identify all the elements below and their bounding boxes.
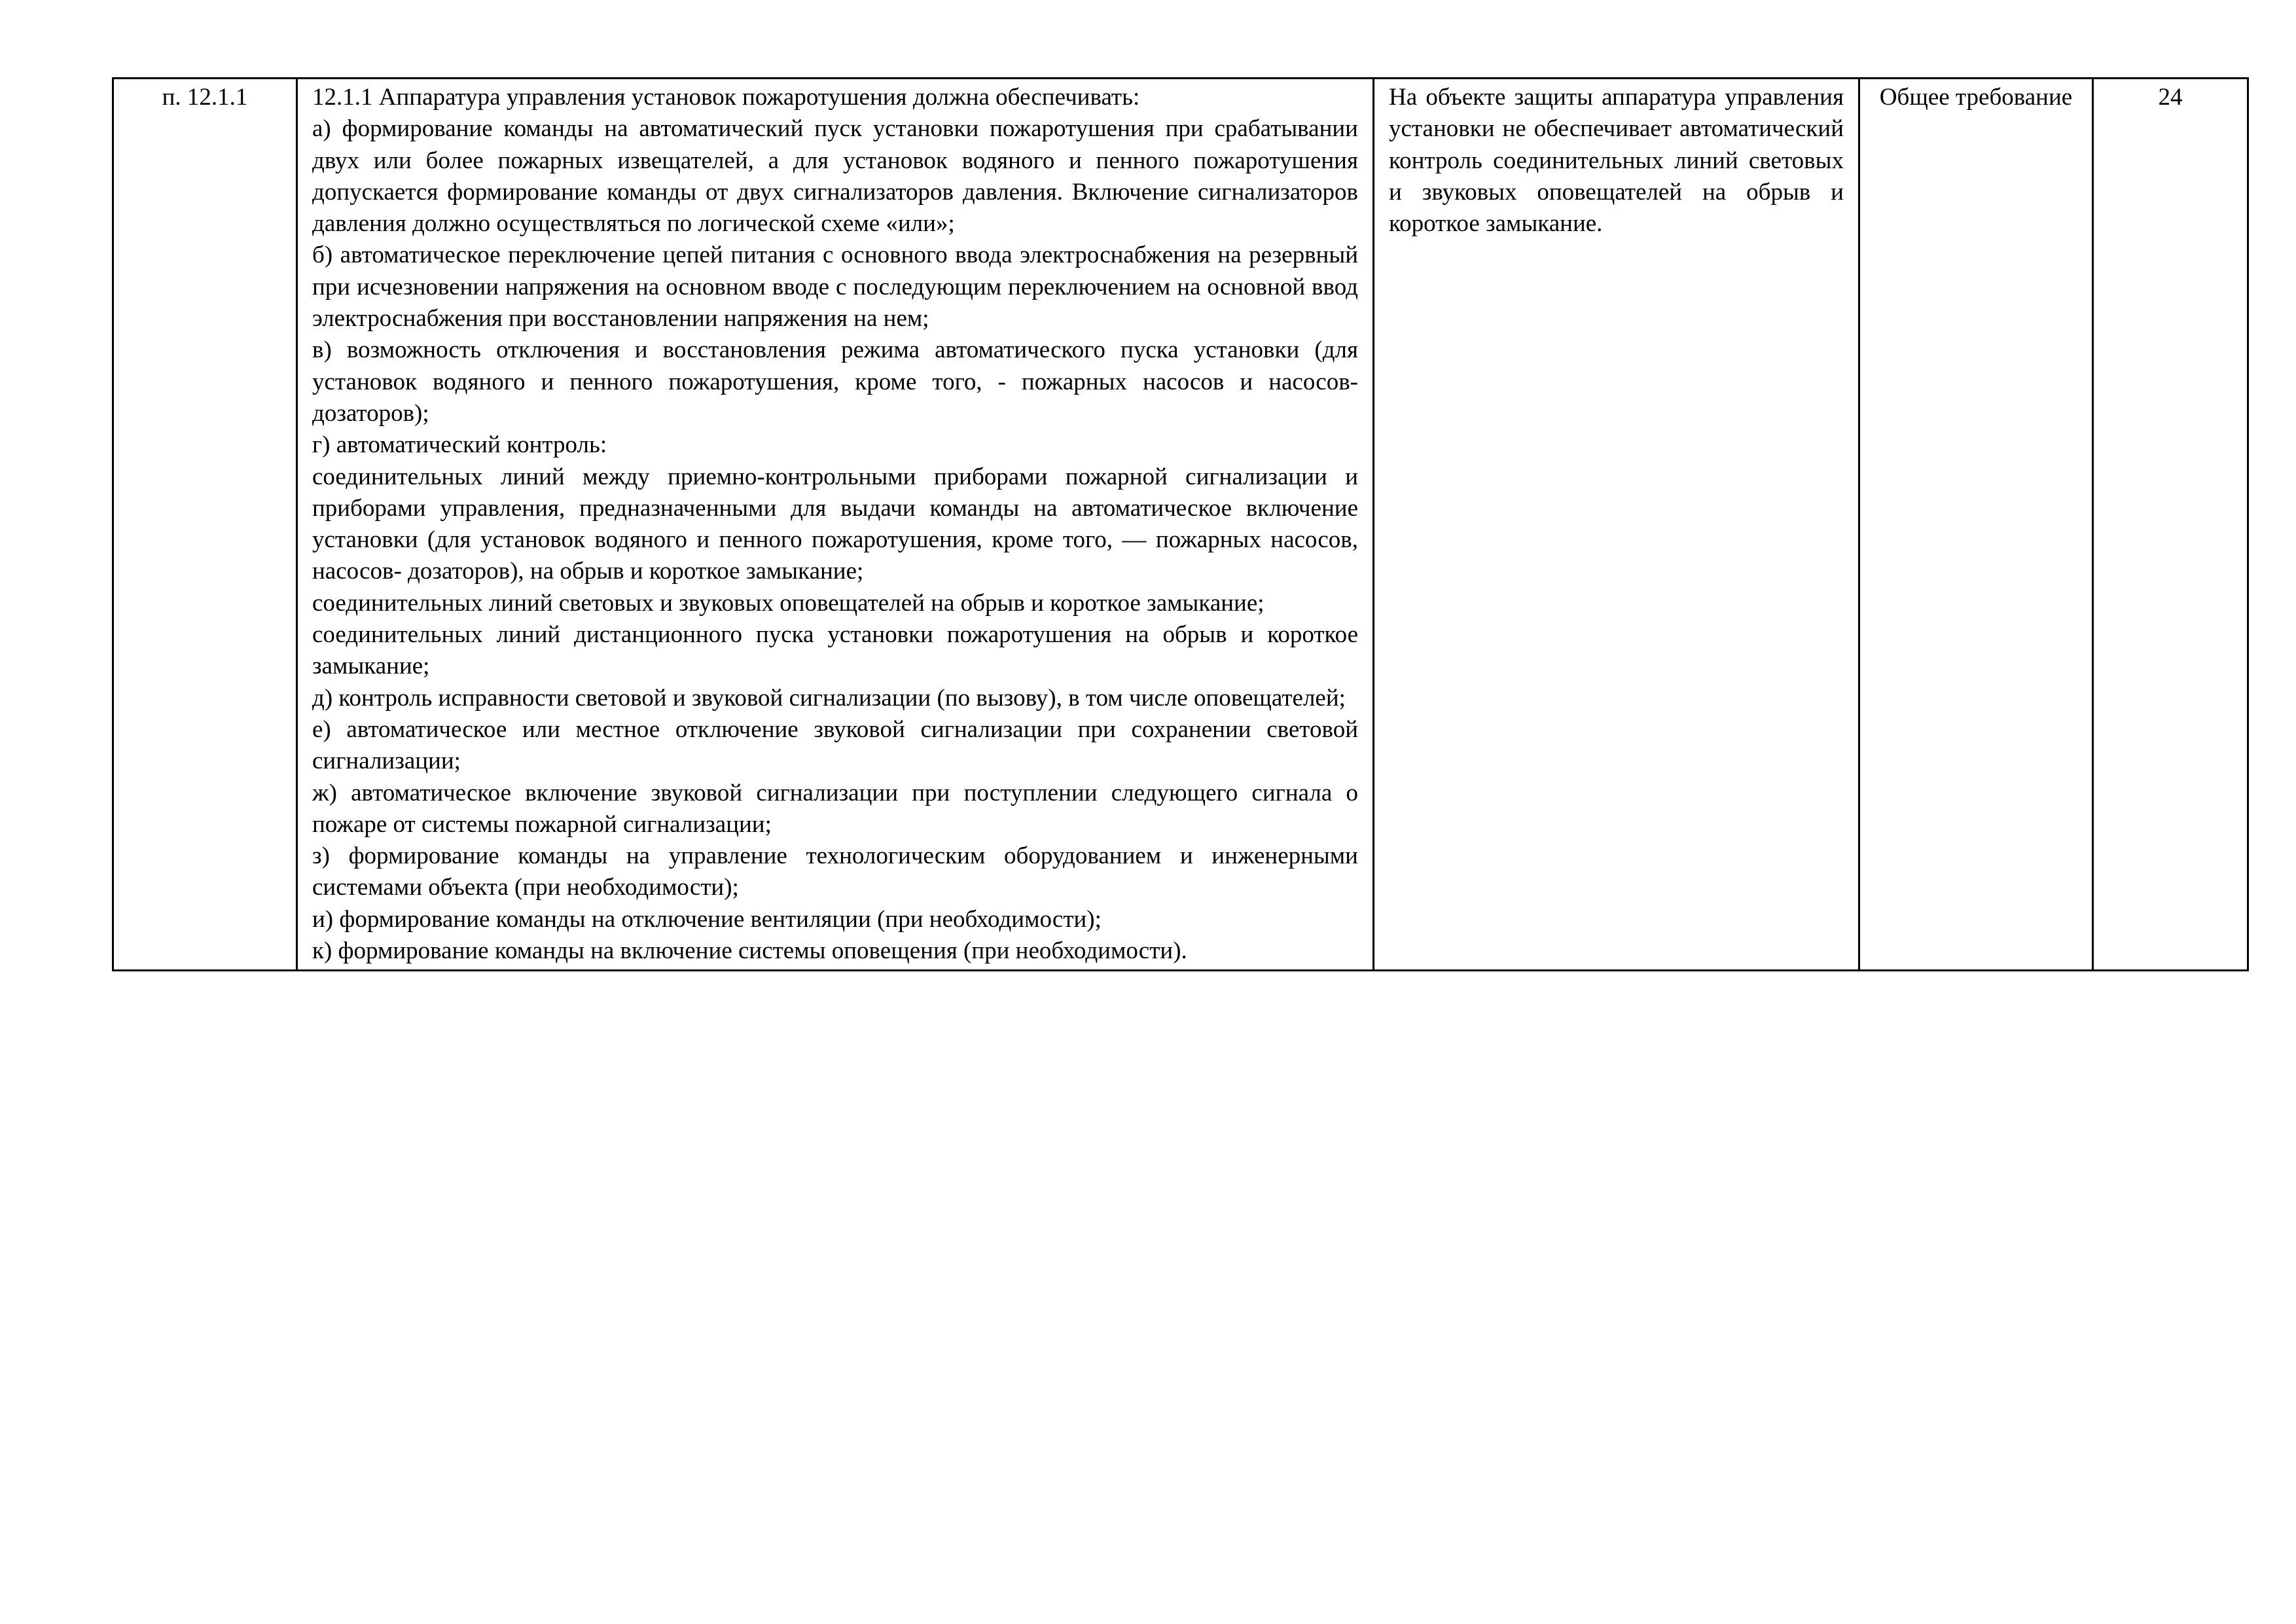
requirement-item-g: г) автоматический контроль:: [312, 431, 607, 459]
category-text: Общее требование: [1879, 84, 2073, 111]
number-cell: [2093, 79, 2248, 971]
requirement-item-b: б) автоматическое переключение цепей питания с основного ввода электроснабжения на резервный при исчезновении напряжения на основном вводе с последующим переключением на основной ввод электроснабжения при восстановлении напряжения на нем;: [312, 242, 1358, 333]
requirement-item-z: з) формирование команды на управление технологическим оборудованием и инженерными системами объекта (при необходимости);: [312, 842, 1358, 901]
requirement-item-e: е) автоматическое или местное отключение звуковой сигнализации при сохранении световой сигнализации;: [312, 715, 1358, 775]
requirement-item-a: а) формирование команды на автоматический пуск установки пожаротушения при срабатывании двух или более пожарных извещателей, а для установок водяного и пенного пожаротушения допускается формирование команды от двух сигнализаторов давления. Включение сигнализаторов давления должно осуществляться по логической схеме «или»;: [312, 115, 1358, 238]
requirements-table: [112, 77, 2249, 971]
violation-cell: [1374, 79, 1859, 971]
requirement-item-g-1: соединительных линий между приемно-контрольными приборами пожарной сигнализации и приборами управления, предназначенными для выдачи команды на автоматическое включение установки (для установок водяного и пенного пожаротушения, кроме того, — пожарных насосов, насосов- дозаторов), на обрыв и короткое замыкание;: [312, 463, 1358, 585]
requirement-cell: [297, 79, 1374, 971]
clause-reference: п. 12.1.1: [162, 84, 248, 111]
row-number: 24: [2158, 84, 2183, 111]
requirement-item-g-2: соединительных линий световых и звуковых оповещателей на обрыв и короткое замыкание;: [312, 589, 1265, 617]
requirement-item-d: д) контроль исправности световой и звуковой сигнализации (по вызову), в том числе оповещателей;: [312, 684, 1346, 712]
requirement-heading: 12.1.1 Аппаратура управления установок пожаротушения должна обеспечивать:: [312, 84, 1140, 111]
clause-cell: [113, 79, 297, 971]
requirement-item-i: и) формирование команды на отключение вентиляции (при необходимости);: [312, 905, 1102, 933]
requirement-item-g-3: соединительных линий дистанционного пуска установки пожаротушения на обрыв и короткое замыкание;: [312, 621, 1358, 680]
requirement-item-v: в) возможность отключения и восстановления режима автоматического пуска установки (для установок водяного и пенного пожаротушения, кроме того, - пожарных насосов и насосов-дозаторов);: [312, 336, 1358, 427]
requirement-item-k: к) формирование команды на включение системы оповещения (при необходимости).: [312, 937, 1187, 965]
table-row: [113, 79, 2248, 971]
requirement-item-zh: ж) автоматическое включение звуковой сигнализации при поступлении следующего сигнала о пожаре от системы пожарной сигнализации;: [312, 779, 1358, 838]
violation-text: На объекте защиты аппаратура управления установки не обеспечивает автоматический контроль соединительных линий световых и звуковых оповещателей на обрыв и короткое замыкание.: [1389, 84, 1844, 238]
category-cell: [1859, 79, 2093, 971]
